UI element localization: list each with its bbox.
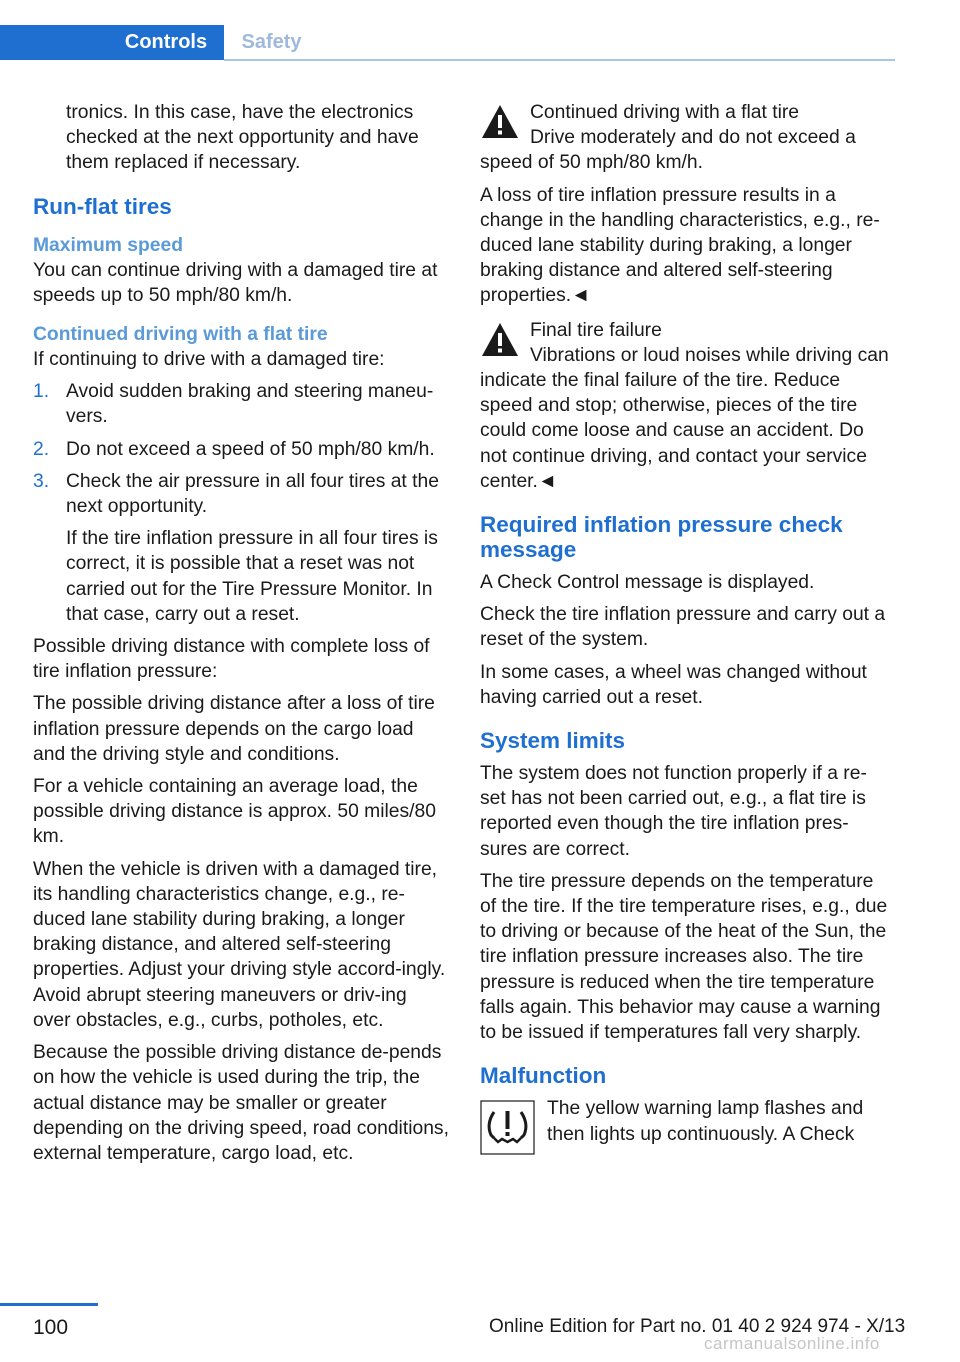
step-number: 3. [33,470,50,492]
step-number: 1. [33,381,50,403]
step-note: If the tire inflation pressure in all four tires is correct, it is possible that a reset was not carried out for the Tire Pressure Monitor. In that case, carry out a reset. [66,528,438,625]
step-text: Avoid sudden braking and steering maneu‐vers. [66,381,434,428]
continued-driving-text: If continuing to drive with a damaged tire: [33,349,385,371]
step-text: Check the air pressure in all four tires at the next opportunity. [66,470,439,518]
left-column [33,100,449,1173]
right-column [480,100,892,1155]
warning-text: Vibrations or loud noises while driving can indicate the final failure of the tire. Reduce speed and stop; otherwise, pieces of the tire could come loose and cause an accident. Do not continue driving, and contact your service center.◄ [480,344,889,492]
intro-paragraph: tronics. In this case, have the electronics checked at the next opportunity and have them replaced if necessary. [66,102,419,174]
step-text: Do not exceed a speed of 50 mph/80 km/h. [66,438,435,460]
tab-divider [224,59,895,61]
required-text-1: A Check Control message is displayed. [480,572,815,594]
list-item [33,437,449,462]
warning-text: Drive moderately and do not exceed a speed of 50 mph/80 km/h. [480,127,856,174]
heading-run-flat-tires: Run-flat tires [33,193,172,219]
watermark: carmanualsonline.info [704,1334,880,1353]
warning-text-continued: A loss of tire inflation pressure results in a change in the handling characteristics, e.g., re‐duced lane stability during braking, a longer braking distance and altered self-steering properties.◄ [480,184,880,307]
footer-divider [0,1303,98,1306]
paragraph-handling: When the vehicle is driven with a damaged tire, its handling characteristics change, e.g., re‐duced lane stability during braking, a longer braking distance, and altered self-steering properties. Adjust your driving style accord‐ingly. Avoid abrupt steering maneuvers or driv‐ing over obstacles, e.g., curbs, potholes, etc. [33,858,446,1031]
tab-controls[interactable]: Controls [0,25,224,60]
paragraph-actual-distance: Because the possible driving distance de‐pends on how the vehicle is used during the trip, the actual distance may be smaller or greater depending on the driving speed, road conditions, external temperature, cargo load, etc. [33,1042,449,1164]
warning-triangle-icon [480,102,520,142]
limits-text-2: The tire pressure depends on the temperature of the tire. If the tire temperature rises, e.g., due to driving or because of the heat of the Sun, the tire inflation pressure increases also. The tire pressure is reduced when the tire temperature falls again. This behavior may cause a warning to be issued if temperatures fall very sharply. [480,870,888,1044]
heading-required-inflation-pressure: Required inflation pressure check message [480,512,843,563]
list-item [33,469,449,627]
step-number: 2. [33,438,50,460]
maximum-speed-text: You can continue driving with a damaged tire at speeds up to 50 mph/80 km/h. [33,259,438,306]
warning-title: Continued driving with a flat tire [530,102,800,123]
subheading-continued-driving: Continued driving with a flat tire [33,324,328,346]
warning-title: Final tire failure [530,319,662,341]
warning-continued-driving [480,100,892,309]
warning-final-tire-failure [480,318,892,494]
paragraph-distance-depends: The possible driving distance after a loss of tire inflation pressure depends on the cargo load and the driving style and conditions. [33,693,435,765]
required-text-3: In some cases, a wheel was changed without having carried out a reset. [480,661,867,708]
subheading-maximum-speed: Maximum speed [33,234,184,256]
malfunction-text: The yellow warning lamp flashes and then lights up continuously. A Check [547,1098,864,1145]
heading-system-limits: System limits [480,728,626,754]
paragraph-driving-distance: Possible driving distance with complete loss of tire inflation pressure: [33,636,430,683]
heading-malfunction: Malfunction [480,1063,607,1089]
limits-text-1: The system does not function properly if a re‐set has not been carried out, e.g., a flat tire is reported even though the tire inflation pres‐sures are correct. [480,763,867,860]
warning-triangle-icon [480,320,520,360]
paragraph-average-load: For a vehicle containing an average load, the possible driving distance is approx. 50 miles/80 km. [33,776,436,848]
steps-list [33,379,449,627]
list-item [33,379,449,429]
tab-safety[interactable]: Safety [241,31,302,53]
malfunction-block [480,1096,892,1146]
edition-text: Online Edition for Part no. 01 40 2 924 974 - X/13 [489,1316,906,1337]
tire-pressure-warning-icon [480,1100,535,1155]
required-text-2: Check the tire inflation pressure and carry out a reset of the system. [480,604,886,651]
page-number: 100 [33,1316,69,1339]
section-tabs [0,25,895,62]
